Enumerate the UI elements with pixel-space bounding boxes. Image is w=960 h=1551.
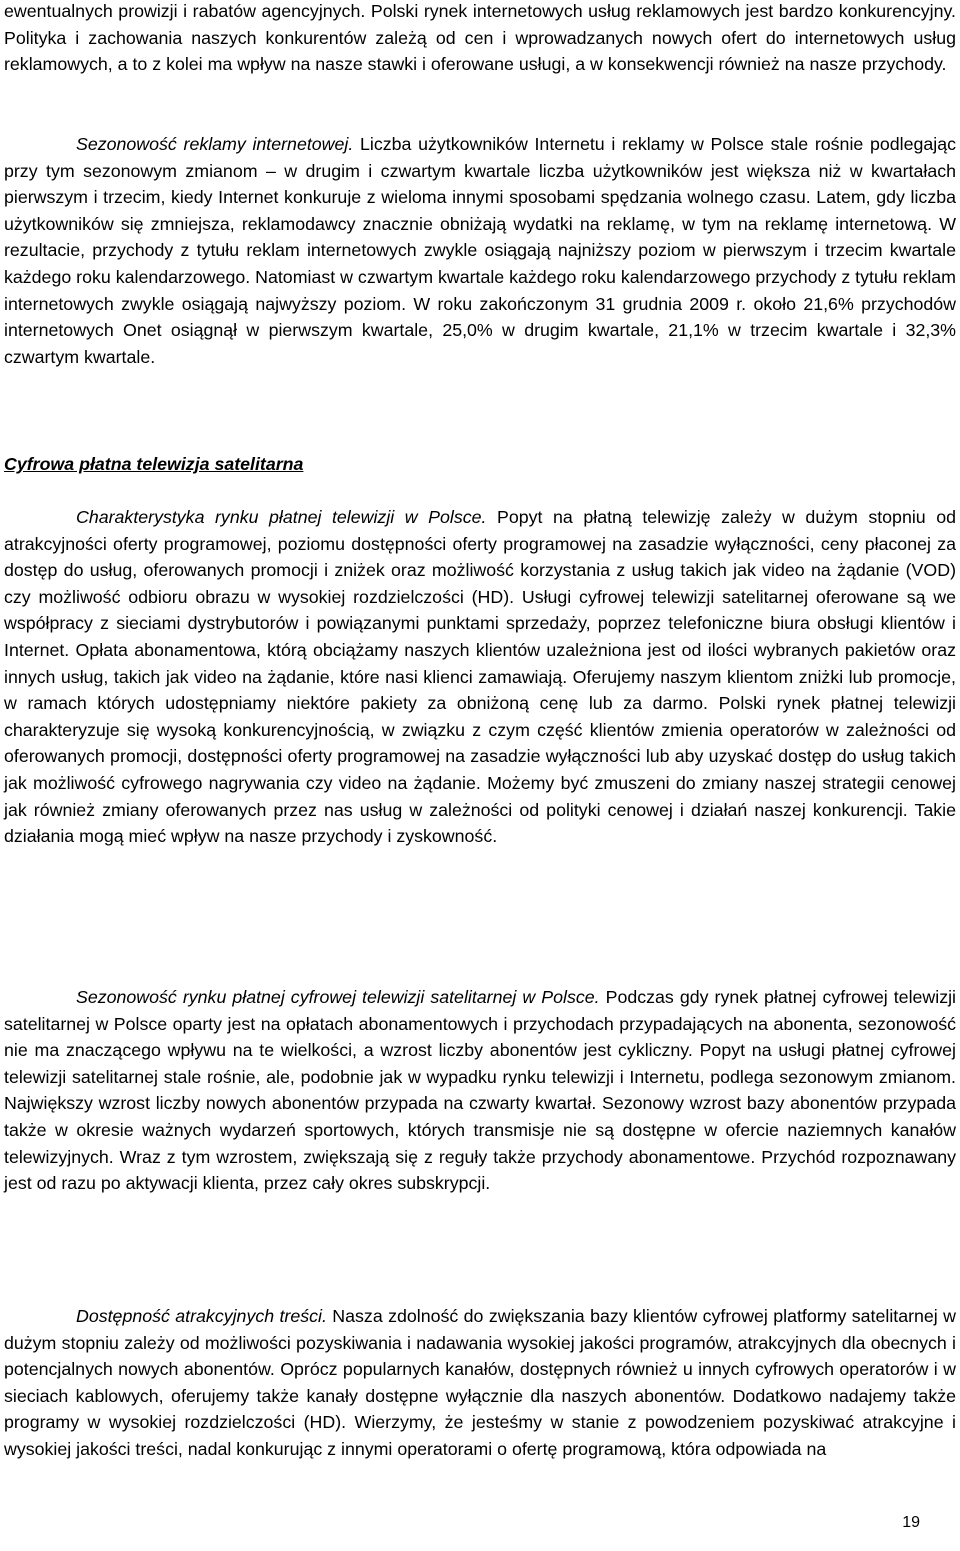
paragraph-satellite-tv-seasonality [4,984,956,1197]
paragraph-lead: Sezonowość rynku płatnej cyfrowej telewizji satelitarnej w Polsce. [76,987,600,1007]
paragraph-advertising-competition [4,0,956,78]
paragraph-lead: Sezonowość reklamy internetowej. [76,134,354,154]
page-number: 19 [902,1514,920,1531]
paragraph-text: Liczba użytkowników Internetu i reklamy w Polsce stale rośnie podlegając przy tym sezonowym zmianom – w drugim i czwartym kwartale liczba użytkowników jest większa niż w kwartałach pierwszym i trzecim, kiedy Internet konkuruje z wieloma innymi sposobami spędzania wolnego czasu. Latem, gdy liczba użytkowników się zmniejsza, reklamodawcy znacznie obniżają wydatki na reklamę, w tym na reklamę internetową. W rezultacie, przychody z tytułu reklam internetowych zwykle osiągają najniższy poziom w pierwszym i trzecim kwartale każdego roku kalendarzowego. Natomiast w czwartym kwartale każdego roku kalendarzowego przychody z tytułu reklam internetowych zwykle osiągają najwyższy poziom. W roku zakończonym 31 grudnia 2009 r. około 21,6% przychodów internetowych Onet osiągnął w pierwszym kwartale, 25,0% w drugim kwartale, 21,1% w trzecim kwartale i 32,3% czwartym kwartale. [4,134,957,367]
paragraph-pay-tv-market [4,504,956,850]
paragraph-internet-ad-seasonality [4,131,956,370]
paragraph-lead: Charakterystyka rynku płatnej telewizji w Polsce. [76,507,487,527]
paragraph-lead: Dostępność atrakcyjnych treści. [76,1306,327,1326]
paragraph-text: Nasza zdolność do zwiększania bazy klientów cyfrowej platformy satelitarnej w dużym stopniu zależy od możliwości pozyskiwania i nadawania wysokiej jakości programów, atrakcyjnych dla obecnych i potencjalnych nowych abonentów. Oprócz popularnych kanałów, dostępnych również u innych cyfrowych operatorów i w sieciach kablowych, oferujemy także kanały dostępne wyłącznie dla naszych abonentów. Dodatkowo nadajemy także programy w wysokiej rozdzielczości (HD). Wierzymy, że jesteśmy w stanie z powodzeniem pozyskiwać atrakcyjne i wysokiej jakości treści, nadal konkurując z innymi operatorami o ofertę programową, która odpowiada na [4,1306,956,1459]
paragraph-text: Popyt na płatną telewizję zależy w dużym stopniu od atrakcyjności oferty programowej, poziomu dostępności oferty programowej na zasadzie wyłączności, ceny płaconej za dostęp do usług, oferowanych promocji i zniżek oraz możliwość korzystania z usług takich jak video na żądanie (VOD) czy możliwość odbioru obrazu w wysokiej rozdzielczości (HD). Usługi cyfrowej telewizji satelitarnej oferowane są we współpracy z sieciami dystrybutorów i powiązanymi punktami sprzedaży, poprzez telefoniczne biura obsługi klientów i Internet. Opłata abonamentowa, którą obciążamy naszych klientów uzależniona jest od ilości wybranych pakietów oraz innych usług, takich jak video na żądanie, które nasi klienci zamawiają. Oferujemy naszym klientom zniżki lub promocje, w ramach których udostępniamy niektóre pakiety za obniżoną cenę lub za darmo. Polski rynek płatnej telewizji charakteryzuje się wysoką konkurencyjnością, w związku z czym część klientów zmienia operatorów w zależności od oferowanych promocji, dostępności oferty programowej na zasadzie wyłączności lub aby uzyskać dostęp do usług takich jak możliwość cyfrowego nagrywania czy video na żądanie. Możemy być zmuszeni do zmiany naszej strategii cenowej jak również zmiany oferowanych przez nas usług w zależności od polityki cenowej i działań naszej konkurencji. Takie działania mogą mieć wpływ na nasze przychody i zyskowność. [4,507,957,847]
paragraph-content-availability [4,1303,956,1463]
section-heading: Cyfrowa płatna telewizja satelitarna [4,454,304,474]
paragraph-text: Podczas gdy rynek płatnej cyfrowej telewizji satelitarnej w Polsce oparty jest na opłatach abonamentowych i przychodach przypadających na abonenta, sezonowość nie ma znaczącego wpływu na te wielkości, a wzrost liczby abonentów jest cykliczny. Popyt na usługi płatnej cyfrowej telewizji satelitarnej stale rośnie, ale, podobnie jak w wypadku rynku telewizji i Internetu, podlega sezonowym zmianom. Największy wzrost liczby nowych abonentów przypada na czwarty kwartał. Sezonowy wzrost bazy abonentów przypada także w okresie ważnych wydarzeń sportowych, których transmisje nie są dostępne w ofercie naziemnych kanałów telewizyjnych. Wraz z tym wzrostem, zwiększają się z reguły także przychody abonamentowe. Przychód rozpoznawany jest od razu po aktywacji klienta, przez cały okres subskrypcji. [4,987,956,1194]
paragraph-text: ewentualnych prowizji i rabatów agencyjnych. Polski rynek internetowych usług reklamowych jest bardzo konkurencyjny. Polityka i zachowania naszych konkurentów zależą od cen i wprowadzanych nowych ofert do internetowych usług reklamowych, a to z kolei ma wpływ na nasze stawki i oferowane usługi, a w konsekwencji również na nasze przychody. [4,1,956,75]
